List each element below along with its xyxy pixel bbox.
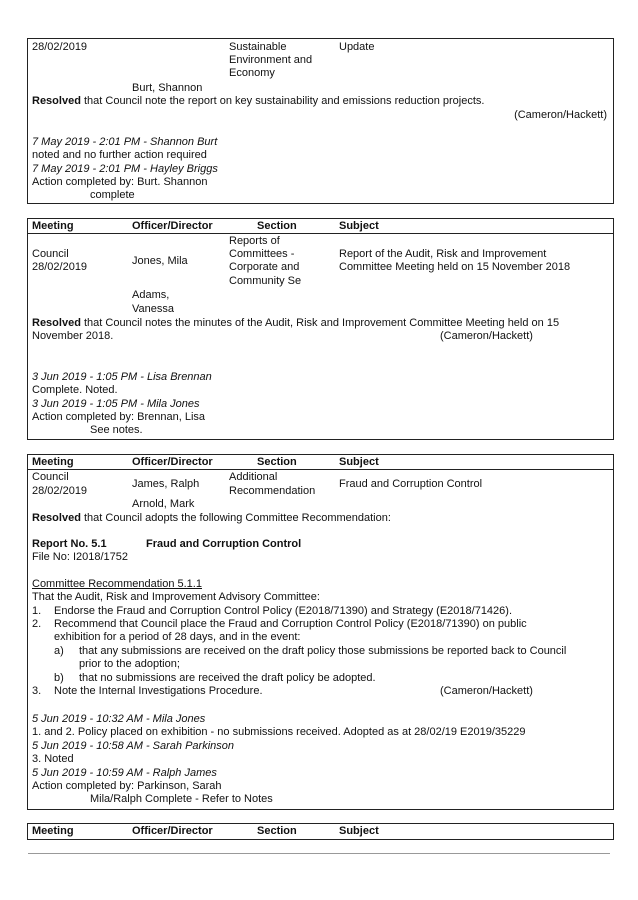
section-line-2: Recommendation bbox=[229, 485, 316, 497]
officer-secondary-2: Vanessa bbox=[132, 303, 174, 315]
action-completed-by: Action completed by: Burt. Shannon bbox=[32, 176, 208, 188]
section-line-3: Corporate and bbox=[229, 261, 300, 273]
header-officer: Officer/Director bbox=[132, 220, 213, 232]
header-meeting: Meeting bbox=[32, 456, 74, 468]
header-subject: Subject bbox=[339, 456, 379, 468]
log-entry-time: 7 May 2019 - 2:01 PM - Hayley Briggs bbox=[32, 163, 218, 175]
log-entry-text: Complete. Noted. bbox=[32, 384, 118, 396]
meeting-name: Council bbox=[32, 248, 69, 260]
header-subject: Subject bbox=[339, 825, 379, 837]
resolution: Resolved that Council notes the minutes of the Audit, Risk and Improvement Committee Meeting held on 15 bbox=[32, 317, 560, 329]
log-entry-text: 3. Noted bbox=[32, 753, 74, 765]
list-item-text: Note the Internal Investigations Procedure. bbox=[54, 685, 263, 697]
section-line-1: Sustainable bbox=[229, 41, 287, 53]
recommendation-heading: Committee Recommendation 5.1.1 bbox=[32, 578, 202, 590]
sub-item-text: that no submissions are received the draft policy be adopted. bbox=[79, 672, 376, 684]
action-block-4 bbox=[27, 823, 614, 840]
meeting-date: 28/02/2019 bbox=[32, 485, 88, 497]
sub-item-label: a) bbox=[54, 645, 64, 657]
list-item-text: Recommend that Council place the Fraud and Corruption Control Policy (E2018/71390) on public bbox=[54, 618, 527, 630]
resolution: Resolved that Council note the report on key sustainability and emissions reduction projects. bbox=[32, 95, 485, 107]
completion-note: complete bbox=[90, 189, 135, 201]
officer-secondary-1: Adams, bbox=[132, 289, 170, 301]
report-number: Report No. 5.1 bbox=[32, 538, 107, 550]
file-number: File No: I2018/1752 bbox=[32, 551, 129, 563]
header-officer: Officer/Director bbox=[132, 456, 213, 468]
mover-seconder: (Cameron/Hackett) bbox=[440, 330, 533, 342]
header-meeting: Meeting bbox=[32, 220, 74, 232]
action-block-2 bbox=[27, 218, 614, 440]
list-item-number: 2. bbox=[32, 618, 42, 630]
sub-item-label: b) bbox=[54, 672, 64, 684]
section-line-3: Economy bbox=[229, 67, 275, 79]
table-header bbox=[28, 455, 613, 470]
log-entry-time: 7 May 2019 - 2:01 PM - Shannon Burt bbox=[32, 136, 218, 148]
log-entry-text: noted and no further action required bbox=[32, 149, 207, 161]
list-item-text: Endorse the Fraud and Corruption Control Policy (E2018/71390) and Strategy (E2018/71426). bbox=[54, 605, 513, 617]
footer-divider bbox=[28, 853, 610, 854]
subject-line-1: Report of the Audit, Risk and Improvement bbox=[339, 248, 547, 260]
action-completed-by: Action completed by: Brennan, Lisa bbox=[32, 411, 206, 423]
header-meeting: Meeting bbox=[32, 825, 74, 837]
completion-note: Mila/Ralph Complete - Refer to Notes bbox=[90, 793, 273, 805]
subject: Fraud and Corruption Control bbox=[339, 478, 483, 490]
completion-note: See notes. bbox=[90, 424, 143, 436]
officer-secondary: Burt, Shannon bbox=[132, 82, 203, 94]
list-item-number: 1. bbox=[32, 605, 42, 617]
meeting-date: 28/02/2019 bbox=[32, 261, 88, 273]
log-entry-time: 3 Jun 2019 - 1:05 PM - Lisa Brennan bbox=[32, 371, 212, 383]
table-header bbox=[28, 824, 613, 839]
section-line-2: Committees - bbox=[229, 248, 295, 260]
header-section: Section bbox=[257, 220, 297, 232]
header-section: Section bbox=[257, 456, 297, 468]
recommendation-intro: That the Audit, Risk and Improvement Advisory Committee: bbox=[32, 591, 320, 603]
table-header bbox=[28, 219, 613, 234]
action-block-3 bbox=[27, 454, 614, 810]
meeting-date: 28/02/2019 bbox=[32, 41, 88, 53]
mover-seconder: (Cameron/Hackett) bbox=[514, 109, 607, 121]
officer: James, Ralph bbox=[132, 478, 200, 490]
log-entry-time: 5 Jun 2019 - 10:58 AM - Sarah Parkinson bbox=[32, 740, 234, 752]
log-entry-text: 1. and 2. Policy placed on exhibition - no submissions received. Adopted as at 28/02/19 E2019/35229 bbox=[32, 726, 526, 738]
subject-line-2: Committee Meeting held on 15 November 2018 bbox=[339, 261, 571, 273]
log-entry-time: 5 Jun 2019 - 10:59 AM - Ralph James bbox=[32, 767, 217, 779]
sub-item-text: that any submissions are received on the draft policy those submissions be reported back to Council bbox=[79, 645, 567, 657]
list-item-text-continued: exhibition for a period of 28 days, and in the event: bbox=[54, 631, 301, 643]
section-line-1: Reports of bbox=[229, 235, 280, 247]
action-completed-by: Action completed by: Parkinson, Sarah bbox=[32, 780, 222, 792]
officer-secondary: Arnold, Mark bbox=[132, 498, 195, 510]
officer: Jones, Mila bbox=[132, 255, 188, 267]
section-line-1: Additional bbox=[229, 471, 278, 483]
mover-seconder: (Cameron/Hackett) bbox=[440, 685, 533, 697]
resolution-continued: November 2018. bbox=[32, 330, 114, 342]
subject: Update bbox=[339, 41, 375, 53]
list-item-number: 3. bbox=[32, 685, 42, 697]
header-officer: Officer/Director bbox=[132, 825, 213, 837]
log-entry-time: 3 Jun 2019 - 1:05 PM - Mila Jones bbox=[32, 398, 200, 410]
section-line-2: Environment and bbox=[229, 54, 313, 66]
section-line-4: Community Se bbox=[229, 275, 302, 287]
log-entry-time: 5 Jun 2019 - 10:32 AM - Mila Jones bbox=[32, 713, 206, 725]
action-block-1 bbox=[27, 38, 614, 204]
header-section: Section bbox=[257, 825, 297, 837]
meeting-name: Council bbox=[32, 471, 69, 483]
report-title: Fraud and Corruption Control bbox=[146, 538, 302, 550]
resolution: Resolved that Council adopts the following Committee Recommendation: bbox=[32, 512, 391, 524]
sub-item-text-continued: prior to the adoption; bbox=[79, 658, 180, 670]
header-subject: Subject bbox=[339, 220, 379, 232]
